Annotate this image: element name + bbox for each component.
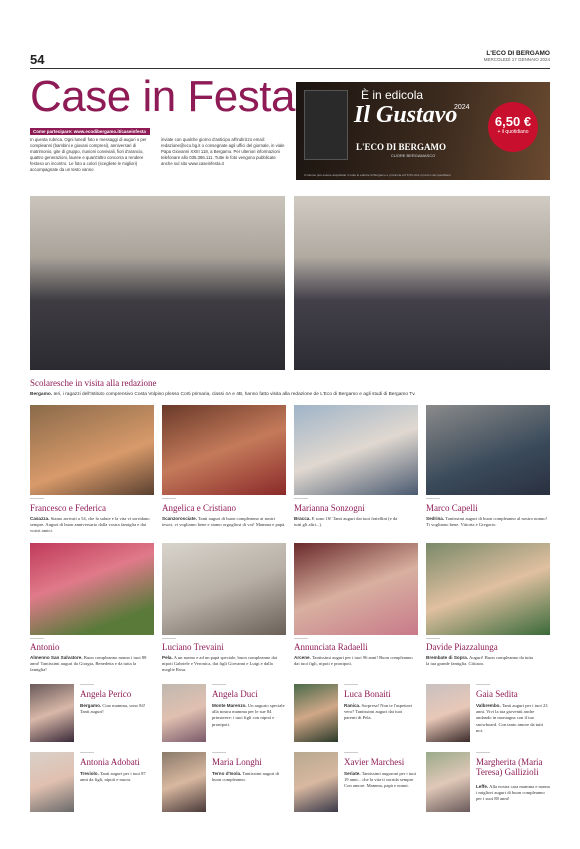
visit-place: Bergamo. (30, 392, 53, 397)
greeting-name: Xavier Marchesi (344, 757, 405, 767)
greeting-place: Brembate di Sopra. (426, 655, 469, 660)
greeting-text: Tanti auguri per i tuoi 87 anni da figli, nipoti e nuora. (80, 771, 146, 783)
greeting-place: Almenno San Salvatore. (30, 655, 83, 660)
greeting-place: Leffe. (476, 784, 489, 789)
greeting-message (476, 703, 550, 734)
photo-xavier-marchesi (294, 752, 338, 812)
greeting-name: Antonia Adobati (80, 757, 140, 767)
greeting-text: Tanti auguri di buon compleanno ai nostri tesori, vi vogliamo bene e siamo orgogliosi di voi! Mamma e papà. (162, 516, 286, 528)
greeting-message (294, 516, 404, 528)
ad-price: 6,50 € (494, 114, 532, 129)
greeting-name: Davide Piazzalunga (426, 642, 498, 652)
greeting-place: Scanzorosciate. (162, 516, 197, 521)
divider (80, 684, 94, 685)
greeting-text: Tantissimi auguroni per i tuoi 19 anni... che la vita ti sorrida sempre. Con amore. Mamma, papà e nonni. (344, 771, 416, 789)
greeting-place: Terno d'Isola. (212, 771, 242, 776)
greeting-place: Arcene. (294, 655, 311, 660)
ad-brand: L'ECO DI BERGAMO (356, 142, 447, 152)
intro-text-a: In questa rubrica. Ogni lunedì foto e messaggi di auguri o per compleanni (bambini e giovani compresi), anniversari di matrimonio, gite di gruppo, riunioni conviviali, fiori d'arancio, quattro generazioni, lauree e quant'altro concorra a rendere festoso un incontro. Le foto a colori (scegliete le migliori) accompagnate da un testo vanno (30, 137, 147, 172)
visit-photo-left (30, 196, 285, 370)
greeting-place: Bracca. (294, 516, 311, 521)
greeting-name: Angelica e Cristiano (162, 503, 236, 513)
greeting-message (162, 516, 286, 528)
photo-angela-perico (30, 684, 74, 742)
masthead-date: MERCOLEDÌ 17 GENNAIO 2024 (483, 57, 550, 62)
greeting-text: Tanti auguri per i tuoi 23 anni. Vivi la tua gioventù anche andando in montagna con il tuo snowboard. Con tanto amore da tutti noi. (476, 703, 548, 733)
ad-year: 2024 (454, 104, 470, 111)
greeting-message (344, 771, 416, 790)
gustavo-ad[interactable] (296, 82, 550, 180)
ad-line2: Il Gustavo (354, 102, 458, 128)
divider (294, 638, 308, 639)
price-badge (488, 102, 538, 152)
greeting-text: Un augurio speciale alla nostra mamma per le sue 84 primavere: i tuoi figli con nipoti e pronipoti. (212, 703, 285, 727)
photo-francesco-federica (30, 405, 154, 495)
visit-caption: Scolaresche in visita alla redazione (30, 378, 157, 388)
greeting-text: Siamo arrivati a 54, che la salute e la vita vi sorridano sempre. Auguri di buon anniversario dalla vostra famiglia e dai vostri amici. (30, 516, 150, 534)
page-number: 54 (30, 52, 45, 67)
greeting-place: Monte Marenzo. (212, 703, 247, 708)
greeting-name: Antonio (30, 642, 60, 652)
photo-luca-bonaiti (294, 684, 338, 742)
greeting-message (162, 655, 286, 674)
photo-luciano-trevaini (162, 543, 286, 635)
header-rule (30, 68, 550, 69)
photo-annunciata-radaelli (294, 543, 418, 635)
greeting-text: Tantissimi auguri di buon compleanno al nostro nonno! Ti vogliamo bene. Vittoria e Gregorio. (426, 516, 548, 528)
photo-angela-duci (162, 684, 206, 742)
photo-margherita-gallizioli (426, 752, 470, 812)
divider (212, 684, 226, 685)
visit-photo-right (294, 196, 550, 370)
ad-line1: È in edicola (361, 88, 424, 102)
greeting-name: Marco Capelli (426, 503, 478, 513)
photo-antonio (30, 543, 154, 635)
photo-marianna-sonzogni (294, 405, 418, 495)
greeting-name: Luca Bonaiti (344, 689, 391, 699)
greeting-name: Gaia Sedita (476, 689, 518, 699)
photo-antonia-adobati (30, 752, 74, 812)
book-image (304, 90, 348, 160)
greeting-message (212, 771, 286, 783)
greeting-name: Annunciata Radaelli (294, 642, 368, 652)
divider (426, 498, 440, 499)
greeting-name: Angela Perico (80, 689, 132, 699)
photo-maria-longhi (162, 752, 206, 812)
greeting-message (30, 516, 154, 535)
photo-davide-piazzalunga (426, 543, 550, 635)
photo-marco-capelli (426, 405, 550, 495)
greeting-text: Ciao mamma, sono 84! Tanti auguri! (80, 703, 146, 715)
greeting-name: Angela Duci (212, 689, 258, 699)
greeting-text: Tantissimi auguri per i tuoi 96 anni! Buon compleanno dai tuoi figli, nipoti e pronipoti. (294, 655, 413, 667)
divider (80, 752, 94, 753)
ad-fine-print: Il volume può essere acquistato in tutte le edicole di Bergamo e provincia a € 6,50 oltre il prezzo del quotidiano (304, 173, 451, 177)
greeting-text: Tantissimi auguri di buon compleanno. (212, 771, 280, 783)
greeting-name: Margherita (Maria Teresa) Gallizioli (476, 757, 543, 777)
greeting-place: Treviolo. (80, 771, 99, 776)
divider (476, 684, 490, 685)
divider (344, 684, 358, 685)
ad-brand-sub: CUORE BERGAMASCO (391, 153, 436, 158)
greeting-text: A un nonno e ad un papà speciale, buon compleanno dai nipoti Gabriele e Veronica, dai figli Giovanni e Luigi e dalla moglie Rosa. (162, 655, 278, 673)
greeting-message (212, 703, 286, 728)
masthead-paper: L'ECO DI BERGAMO (486, 50, 550, 57)
greeting-message (80, 771, 152, 783)
divider (476, 752, 490, 753)
intro-text-b: inviate con qualche giorno d'anticipo all'indirizzo email: redazione@eco.bg.it o consegnate agli uffici del giornale, in viale Papa Giovanni XXIII 118, a Bergamo. Per ulteriori informazioni telefonare allo 035.386.111. Tutte le foto vengono pubblicate anche sul sito www.caseinfesta.it (161, 137, 285, 166)
greeting-name: Marianna Sonzogni (294, 503, 365, 513)
greeting-message (426, 516, 550, 528)
greeting-place: Pela. (162, 655, 173, 660)
divider (162, 638, 176, 639)
ad-price-sub: + il quotidiano (497, 129, 529, 135)
divider (212, 752, 226, 753)
greeting-name: Francesco e Federica (30, 503, 106, 513)
divider (344, 752, 358, 753)
greeting-message (426, 655, 536, 667)
greeting-name: Luciano Trevaini (162, 642, 224, 652)
how-to-link[interactable]: Come partecipare: www.ecodibergamo.it/caseinfesta (30, 128, 150, 135)
divider (294, 498, 308, 499)
greeting-text: Sorpresa! Non te l'aspettavi vero? Tantissimi auguri dai tuoi parenti di Pela. (344, 703, 413, 721)
greeting-text: E sono 16! Tanti auguri dai tuoi fratellini (e da tutti gli altri...). (294, 516, 398, 528)
greeting-message (30, 655, 154, 674)
masthead (484, 50, 550, 62)
divider (30, 638, 44, 639)
greeting-text: Alla nostra cara mamma e nonna i migliori auguri di buon compleanno per i suoi 88 anni! (476, 784, 550, 802)
greeting-message (344, 703, 416, 722)
visit-text (30, 392, 550, 397)
greeting-message (476, 784, 550, 803)
visit-body: Ieri, i ragazzi dell'Istituto comprensivo Costa Volpino plesso Corti primaria, classi 4A e 4B, hanno fatto visita alla redazione de L'Eco di Bergamo e agli studi di Bergamo Tv. (53, 392, 416, 397)
photo-angelica-cristiano (162, 405, 286, 495)
greeting-text: Auguri! Buon compleanno da tutta la tua grande famiglia. Ciiiiaoo. (426, 655, 534, 667)
greeting-message (294, 655, 418, 667)
greeting-text: Buon compleanno nonno i tuoi 88 anni! Tantissimi auguri da Giorgia, Benedetta e da tutta la famiglia! (30, 655, 147, 673)
greeting-message (80, 703, 152, 715)
greeting-place: Valbrembo. (476, 703, 501, 708)
greeting-place: Sedrina. (426, 516, 445, 521)
divider (162, 498, 176, 499)
section-title: Case in Festa (30, 72, 295, 121)
greeting-place: Bergamo. (80, 703, 102, 708)
divider (426, 638, 440, 639)
photo-gaia-sedita (426, 684, 470, 742)
greeting-place: Seriate. (344, 771, 361, 776)
greeting-name: Maria Longhi (212, 757, 262, 767)
divider (30, 498, 44, 499)
greeting-place: Ranica. (344, 703, 361, 708)
greeting-place: Casazza. (30, 516, 50, 521)
